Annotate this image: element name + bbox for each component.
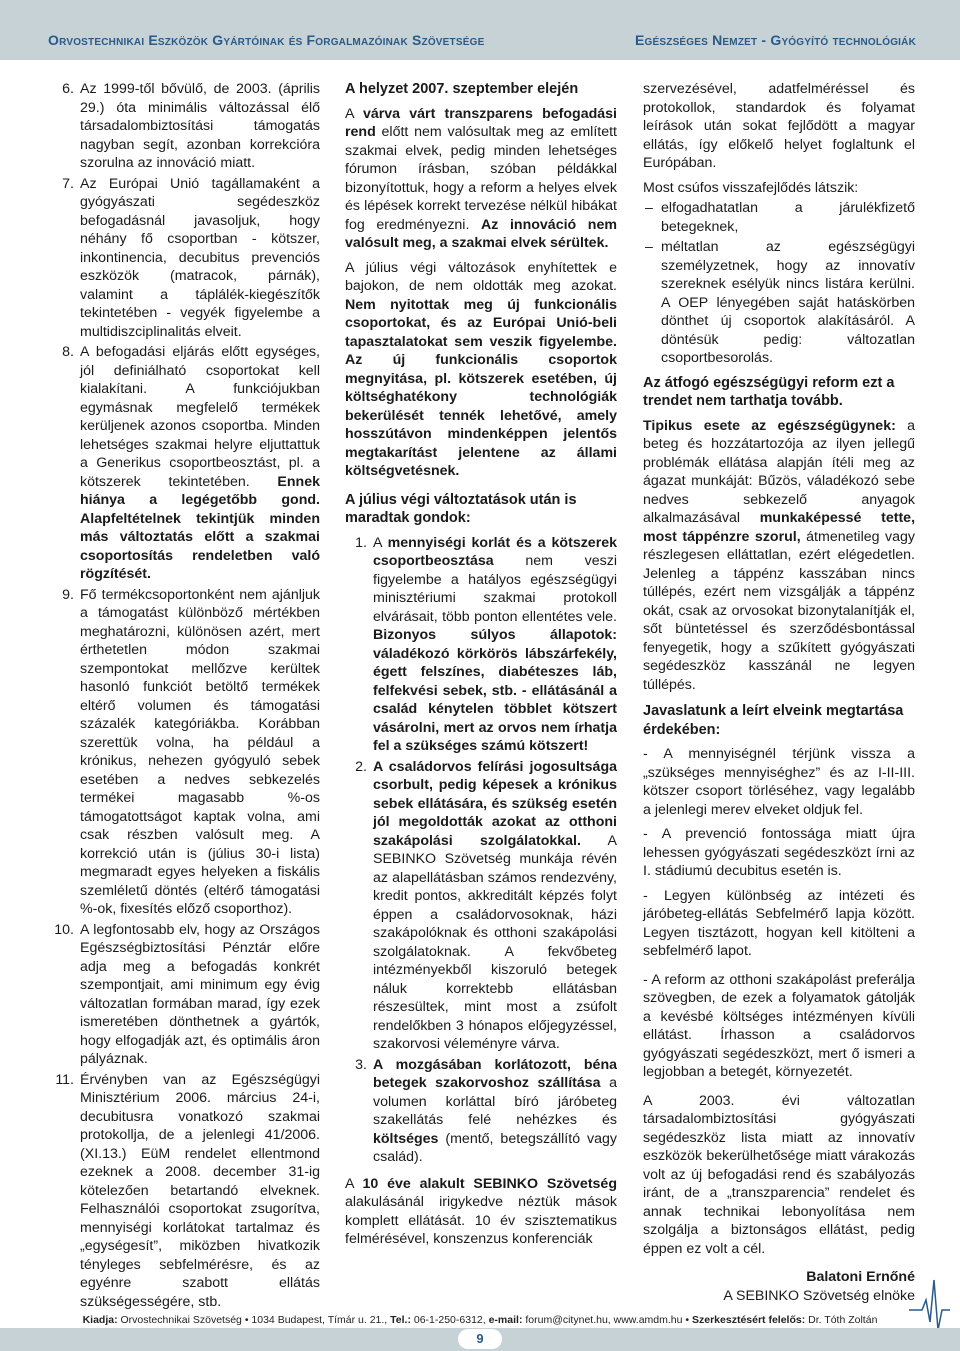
bold-text-run: 10 éve alakult SEBINKO Szövetség: [362, 1175, 617, 1192]
text-run: A befogadási eljárás előtt egységes, jól definiálható csoportokat kell kialakítani. A funkciójukban egymásnak megfelelő termékek kerüljenek azonos csoportba. Minden lehetséges szakmai helyre eljuttattuk a Generikus csoportbeosztást, pl. a kötszerek tekintetében.: [80, 344, 320, 490]
text-run: Fő termékcsoportonként nem ajánljuk a támogatást különböző mértékben meghatározni, különösen azért, mert érthetetlen módon szakmai szempontokat mellőzve kerültek hasonló funkciót betöltő termékek eltérő volumen és támogatási százalék kategóriákba. Korábban szerettük volna, ha például a krónikus, nehezen gyógyuló sebek esetében a nedves sebkezelés termékei magasabb %-os támogatottságot kaptak volna, ami csak részben valósult meg. A korrekció után is (július 30-i lista) megmaradt egyes helyeken a fiskális szemléletű döntés (eltérő támogatási %-ok, fixesítés előző csoporthoz).: [80, 586, 320, 917]
list-item: [52, 80, 320, 173]
list-item-number: 1.: [355, 534, 367, 551]
paragraph-transparent-rules: [345, 105, 617, 253]
text-run: A: [373, 534, 388, 551]
list-item: [345, 758, 617, 1054]
paragraph-2003-list: A 2003. évi változatlan társadalombiztosítási gyógyászati segédeszköz lista miatt az innovatív eszközök bekerülhetősége miatt várakozás volt az új befogadási rend és szabályozás iránt, de a „transzparencia” rendelet és annak technikai lebonyolítása nem szolgálja a biztonságos ellátást, pedig éppen ez volt a cél.: [643, 1092, 915, 1257]
paragraph-july-changes: [345, 259, 617, 481]
text-run: a beteg és hozzátartozója az ilyen jellegű problémák ellátása alapján ítéli meg az ágazat munkáját: Bűzös, váladékozó sebe nedves sebkezelő anyagok alkalmazásával: [643, 417, 915, 526]
signature-name: Balatoni Ernőné: [806, 1269, 915, 1285]
text-run: Érvényben van az Egészségügyi Minisztérium 2006. március 24-i, decubitusra vonatkozó szakmai protokollja, de a jelenlegi 41/2006. (XI.13.) EüM rendelet ellentmond ezeknek a 2008. december 31-ig kötelezően betartandó elveknek. Felhasználói csoportokat zsugorítva, mennyiségi korlátokat tartalmaz és „egységesít”, miközben hivatkozik tényleges sebfelmérésre, és az egyénre szabott ellátás szükségességére, stb.: [80, 1071, 320, 1310]
text-run: A: [345, 105, 363, 122]
bold-text-run: költséges: [373, 1130, 439, 1147]
text-run: A: [345, 1175, 363, 1192]
bold-text-run: Nem nyitottak meg új funkcionális csoportokat, és az Európai Unió-beli tapasztalatokat sem veszik figyelembe. Az új funkcionális csoportok megnyitása, pl. kötszerek esetében, új költséghatékony technológiák bekerülését tennék lehetővé, amely hosszútávon mindenképpen jelentős megtakarítást jelentene az állami költségvetésnek.: [345, 296, 617, 479]
numbered-list-6-11: [52, 80, 320, 1311]
text-run: A SEBINKO Szövetség munkája révén az alapellátásban számos rendezvény, kredit pontos, akkreditált képzés folyt éppen a családorvosoknak, házi szakápolóknak és otthoni szakápolási szolgálatoknak. A fekvőbeteg intézményekből kiszoruló betegek náluk korrektebb ellátásban részesültek, mint most a zsúfolt rendelőkben 3 hónapos előjegyzéssel, szakorvosi véleményre várva.: [373, 832, 617, 1052]
list-item: [52, 343, 320, 584]
list-item-text: [80, 1071, 320, 1312]
paragraph-regression-intro: Most csúfos visszafejlődés látszik:: [643, 179, 859, 196]
text-run: Az Európai Unió tagállamaként a gyógyászati segédeszköz befogadásnál javasoljuk, hogy néhány fő csoportban - kötszer, inkontinencia, decubitus prevenciós eszközök (matracok, párnák), valamint a táplálék-kiegészítők tekintetében - vegyék figyelembe a multidiszciplinalitás elveit.: [80, 175, 320, 340]
page-header: [0, 0, 960, 60]
list-item-number: 8.: [62, 344, 74, 360]
dash-item: – méltatlan az egészségügyi személyzetnek, hogy az innovatív szereknek esélyük nincs listára kerülni. A OEP lényegében saját hatáskörben dönthet új csoportok alakításáról. A döntésük pedig: változatlan csoportbesorolás.: [661, 238, 915, 368]
page-number: 9: [458, 1329, 502, 1349]
dash-item: – elfogadhatatlan a járulékfizető betegeknek,: [661, 199, 915, 236]
column-1: [52, 80, 320, 1317]
list-item-text: [373, 758, 617, 1054]
text-run: átmenetileg vagy részlegesen elláttatlan, ezért elégedetlen. Jelenleg a táppénz kasszában nincs túllépés, ezért nem vizsgálják a táppénz okát, csak az orvosokat bizonytalanítják el, sőt büntetéssel és szerződésbontással fenyegetik, hogy a szűkített gyógyászati segédeszköz kasszánál ne legyen túllépés.: [643, 528, 915, 693]
list-item: [52, 921, 320, 1069]
imprint-footer: Kiadja: Orvostechnikai Szövetség • 1034 Budapest, Tímár u. 21., Tel.: 06-1-250-6312, e-mail: forum@citynet.hu, www.amdm.hu • Szerkesztésért felelős: Dr. Tóth Zoltán: [82, 1314, 878, 1326]
text-run: a volumen korláttal bíró járóbeteg szakellátás felé nehézkes és: [373, 1075, 617, 1128]
proposal-wound-sheet: - Legyen különbség az intézeti és járóbeteg-ellátás Sebfelmérő lapja között. Legyen tisztázott, hogyan kell kitölteni a sebfelmérő lapot.: [643, 887, 915, 959]
text-run: A legfontosabb elv, hogy az Országos Egészségbiztosítási Pénztár előre adja meg a befogadás konkrét szempontjait, ami minimum egy évig változatlan formában marad, így ezek ismeretében dönthetnek a gyártók, hogy elfogadják azt, és optimális áron pályáznak.: [80, 921, 320, 1067]
numbered-list-problems: [345, 534, 617, 1167]
bold-text-run: Ennek hiánya a legégetőbb gond. Alapfeltételnek tekintjük minden más változtatás előtt a szakmai csoportosítás rendeletben való rögzítését.: [80, 473, 320, 582]
bold-text-run: várva várt transzparens befogadási rend: [345, 105, 618, 140]
text-run: alakulásánál irigykedve néztük mások komplett ellátását. 10 év szisztematikus felmérésével, konszenzus konferenciák: [345, 1194, 617, 1247]
bold-text-run: Tipikus esete az egészségügynek:: [643, 417, 896, 434]
column-3: [643, 80, 915, 1305]
paragraph-sebinko-founding: [345, 1175, 617, 1249]
section-heading-reform: Az átfogó egészségügyi reform ezt a trendet nem tarthatja tovább.: [643, 374, 895, 409]
list-item: [52, 175, 320, 342]
text-run: előtt nem valósultak meg az említett szakmai elvek, pedig minden lehetséges fórumon írásban, szóban példákkal bizonyítottuk, hogy a reform a helyes elvek és lépések korrekt tervezése nélkül hibákat fog eredményezni.: [345, 124, 617, 233]
proposal-home-care: - A reform az otthoni szakápolást preferálja szövegben, de ezek a folyamatok gátolják a kevésbé költséges intézményen kívüli ellátást. Írhasson a családorvos gyógyászati segédeszközt, mert ő ismeri a legjobban a betegét, környezetét.: [643, 971, 915, 1080]
list-item-number: 10.: [54, 921, 74, 938]
list-item: [52, 586, 320, 919]
list-item-number: 2.: [355, 758, 367, 775]
list-item-text: [373, 534, 617, 756]
list-item-text: [80, 175, 320, 342]
header-association-name: Orvostechnikai Eszközök Gyártóinak és Forgalmazóinak Szövetsége: [48, 32, 485, 48]
list-item-number: 3.: [355, 1056, 367, 1073]
text-run: A július végi változások enyhítettek e bajokon, de nem oldották meg azokat.: [345, 259, 617, 294]
section-heading-proposals: Javaslatunk a leírt elveink megtartása érdekében:: [643, 703, 904, 738]
text-run: (mentő, betegszállító vagy család).: [373, 1130, 617, 1165]
list-item: [52, 1071, 320, 1312]
proposal-prevention: - A prevenció fontossága miatt újra lehessen gyógyászati segédeszközt írni az I. stádiumú decubitus esetén is.: [643, 826, 915, 879]
list-item: [345, 1056, 617, 1167]
bold-text-run: Bizonyos súlyos állapotok: váladékozó körkörös lábszárfekély, égett felszínes, diabéteszes láb, felfekvési sebek, stb. - ellátásánál a család kénytelen többlet kötszert vásárolni, mert az orvos nem írhatja fel a szükséges számú kötszert!: [373, 627, 617, 754]
list-item-text: [373, 1056, 617, 1167]
list-item-text: [80, 921, 320, 1069]
text-run: Az 1999-től bővülő, de 2003. (április 29.) óta minimális változással élő társadalombiztosítási támogatás nagyban segít, azonban korrekcióra szorulna az innováció miatt.: [80, 81, 320, 171]
bold-text-run: munkaképessé tette, most táppénzre szorul,: [643, 510, 916, 545]
paragraph-development: szervezésével, adatfelméréssel és protokollok, standardok és folyamat leírások után sokat fejlődött a magyar ellátás, így előkelő helyet foglaltunk el Európában.: [643, 81, 915, 171]
list-item-text: [80, 586, 320, 919]
column-2: [345, 80, 617, 1255]
header-slogan: Egészséges Nemzet - Gyógyító technológiák: [635, 32, 916, 48]
text-run: nem veszi figyelembe a hatályos egészségügyi minisztériumi szakmai protokoll elvárásait, több ponton ellentétes vele.: [373, 553, 617, 625]
list-item-number: 6.: [62, 81, 74, 97]
bold-text-run: mennyiségi korlát és a kötszerek csoportbeosztása: [373, 534, 617, 569]
bold-text-run: A családorvos felírási jogosultsága csorbult, pedig képesek a krónikus sebek ellátására, és szükség esetén jól megoldották azokat az otthoni szakápolási szolgálatokkal.: [373, 758, 617, 849]
proposal-quantity: - A mennyiségnél térjünk vissza a „szükséges mennyiséghez” és az I-II-III. kötszer csoport törléséhez, vagy legalább a jelenlegi merev elveket oldjuk fel.: [643, 746, 915, 818]
section-heading-situation: A helyzet 2007. szeptember elején: [345, 81, 579, 97]
list-item-number: 7.: [62, 175, 74, 192]
paragraph-typical-case: [643, 417, 915, 695]
list-item-number: 9.: [62, 586, 74, 603]
list-item-text: [80, 80, 320, 173]
bold-text-run: Az innováció nem valósult meg, a szakmai elvek sérültek.: [345, 216, 617, 251]
list-item-number: 11.: [55, 1071, 74, 1088]
signature-role: A SEBINKO Szövetség elnöke: [723, 1287, 915, 1304]
list-item: [345, 534, 617, 756]
bold-text-run: A mozgásában korlátozott, béna betegek szakorvoshoz szállítása: [373, 1056, 617, 1091]
section-heading-remaining-problems: A július végi változtatások után is maradtak gondok:: [345, 491, 577, 526]
dash-list-regression: [643, 199, 915, 368]
list-item-text: [80, 343, 320, 584]
